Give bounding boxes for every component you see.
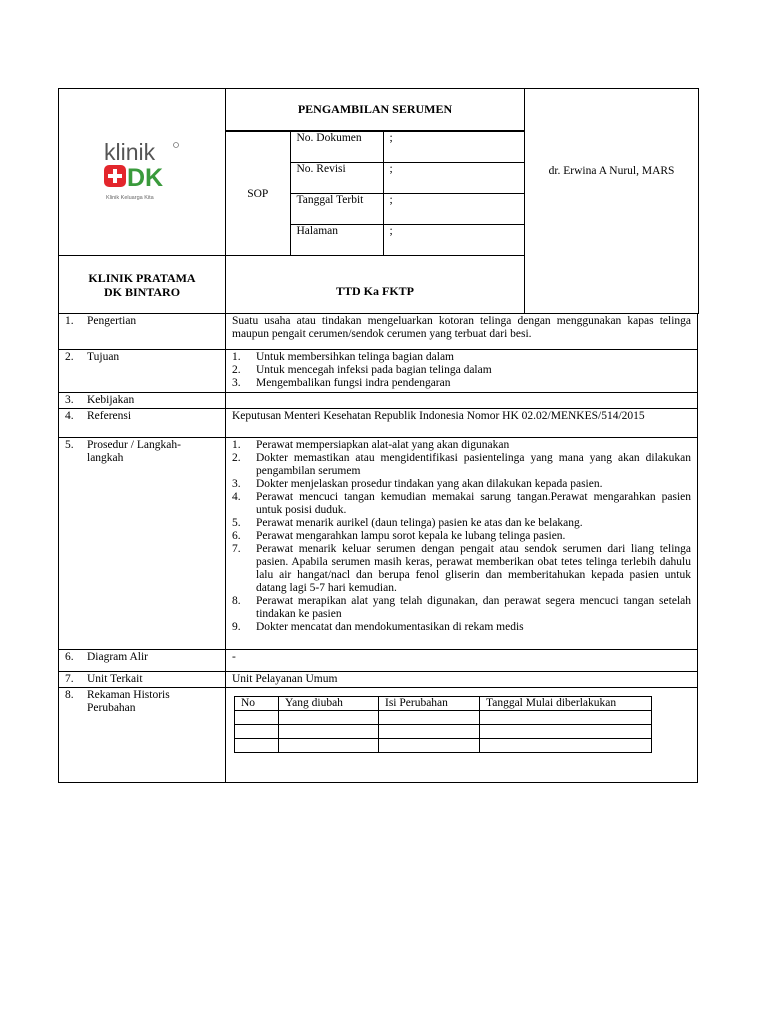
logo-tagline: Klinik Keluarga Kita xyxy=(106,195,154,201)
klinik-dk-logo xyxy=(100,137,184,207)
column-header: Yang diubah xyxy=(279,697,379,711)
section-list-cell xyxy=(226,438,698,650)
list-item: 8. Perawat merapikan alat yang telah digunakan, dan perawat segera mencuci tangan setelah tindakan ke pasien xyxy=(232,595,691,620)
list-item: 2. Dokter memastikan atau mengidentifikasi pasientelinga yang mana yang akan dilakukan pengambilan serumem xyxy=(232,452,691,477)
section-list-cell xyxy=(226,350,698,393)
list-item: 7. Perawat menarik keluar serumen dengan pengait atau sendok serumen dari liang telinga pasien. Apabila serumen masih keras, perawat memberikan obat tetes telinga terlebih dahulu lalu air hangat/nacl dan berupa fenol gliserin dan memberitahukan kepada pasien untuk datang lagi 5-7 hari kemudian. xyxy=(232,543,691,594)
section-text: Keputusan Menteri Kesehatan Republik Indonesia Nomor HK 02.02/MENKES/514/2015 xyxy=(226,409,698,438)
section-label-cell: 7. Unit Terkait xyxy=(59,672,226,688)
document-title: PENGAMBILAN SERUMEN xyxy=(226,89,524,131)
clinic-name-cell xyxy=(59,256,226,314)
list-item: 3. Mengembalikan fungsi indra pendengaran xyxy=(232,377,451,389)
section-label-cell: 3. Kebijakan xyxy=(59,393,226,409)
section-label: Diagram Alir xyxy=(87,651,148,663)
section-text: - xyxy=(226,650,698,672)
section-label: Prosedur / Langkah-langkah xyxy=(87,439,181,464)
title-block xyxy=(226,89,525,256)
list-item: 1. Untuk membersihkan telinga bagian dalam xyxy=(232,351,454,363)
list-item: 3. Dokter menjelaskan prosedur tindakan yang akan dilakukan kepada pasien. xyxy=(232,478,603,490)
sop-content-table xyxy=(58,313,698,783)
history-table xyxy=(234,696,652,753)
clinic-name-line1: KLINIK PRATAMA xyxy=(88,270,196,285)
section-label-cell: 2. Tujuan xyxy=(59,350,226,393)
list-item: 5. Perawat menarik aurikel (daun telinga) pasien ke atas dan ke belakang. xyxy=(232,517,583,529)
section-label: Rekaman Historis Perubahan xyxy=(87,689,170,714)
header-table xyxy=(58,88,699,314)
column-header: Tanggal Mulai diberlakukan xyxy=(480,697,652,711)
list-item: 4. Perawat mencuci tangan kemudian memakai sarung tangan.Perawat mengarahkan pasien untuk posisi duduk. xyxy=(232,491,691,516)
history-cell xyxy=(226,688,698,783)
section-text: Suatu usaha atau tindakan mengeluarkan kotoran telinga dengan menggunakan kapas telinga maupun pengait cerumen/sendok cerumen yang terbuat dari besi. xyxy=(226,314,698,350)
column-header: Isi Perubahan xyxy=(379,697,480,711)
section-label: Tujuan xyxy=(87,351,120,363)
logo-brand-top: klinik xyxy=(104,139,156,165)
list-item: 1. Perawat mempersiapkan alat-alat yang akan digunakan xyxy=(232,439,510,451)
doc-field-value: ; xyxy=(383,225,524,256)
section-text xyxy=(226,393,698,409)
list-item: 6. Perawat mengarahkan lampu sorot kepala ke lubang telinga pasien. xyxy=(232,530,566,542)
doc-field-value: ; xyxy=(383,163,524,194)
doc-field-label: Tanggal Terbit xyxy=(290,194,383,225)
column-header: No xyxy=(235,697,279,711)
section-label: Pengertian xyxy=(87,315,137,327)
doc-field-label: Halaman xyxy=(290,225,383,256)
doc-field-value: ; xyxy=(383,132,524,163)
list-item: 2. Untuk mencegah infeksi pada bagian telinga dalam xyxy=(232,364,492,376)
section-label-cell: 4. Referensi xyxy=(59,409,226,438)
sop-document xyxy=(58,88,698,783)
doc-field-label: No. Revisi xyxy=(290,163,383,194)
section-label-cell: 1. Pengertian xyxy=(59,314,226,350)
doc-field-value: ; xyxy=(383,194,524,225)
list-item: 9. Dokter mencatat dan mendokumentasikan di rekam medis xyxy=(232,621,524,633)
section-label-cell: 8. Rekaman Historis Perubahan xyxy=(59,688,226,783)
section-label: Referensi xyxy=(87,410,132,422)
signature-cell: TTD Ka FKTP xyxy=(226,256,525,314)
sop-label: SOP xyxy=(226,132,290,256)
clinic-name-line2: DK BINTARO xyxy=(103,284,181,299)
section-label: Unit Terkait xyxy=(87,673,143,685)
section-label-cell: 6. Diagram Alir xyxy=(59,650,226,672)
approver-name: dr. Erwina A Nurul, MARS xyxy=(525,89,699,314)
table-row xyxy=(235,711,652,725)
table-header-row xyxy=(235,697,652,711)
section-label: Kebijakan xyxy=(87,394,135,406)
logo-cell xyxy=(59,89,226,256)
doc-field-label: No. Dokumen xyxy=(290,132,383,163)
section-text: Unit Pelayanan Umum xyxy=(226,672,698,688)
section-label-cell: 5. Prosedur / Langkah-langkah xyxy=(59,438,226,650)
table-row xyxy=(235,739,652,753)
logo-brand-main: DK xyxy=(127,164,164,192)
table-row xyxy=(235,725,652,739)
